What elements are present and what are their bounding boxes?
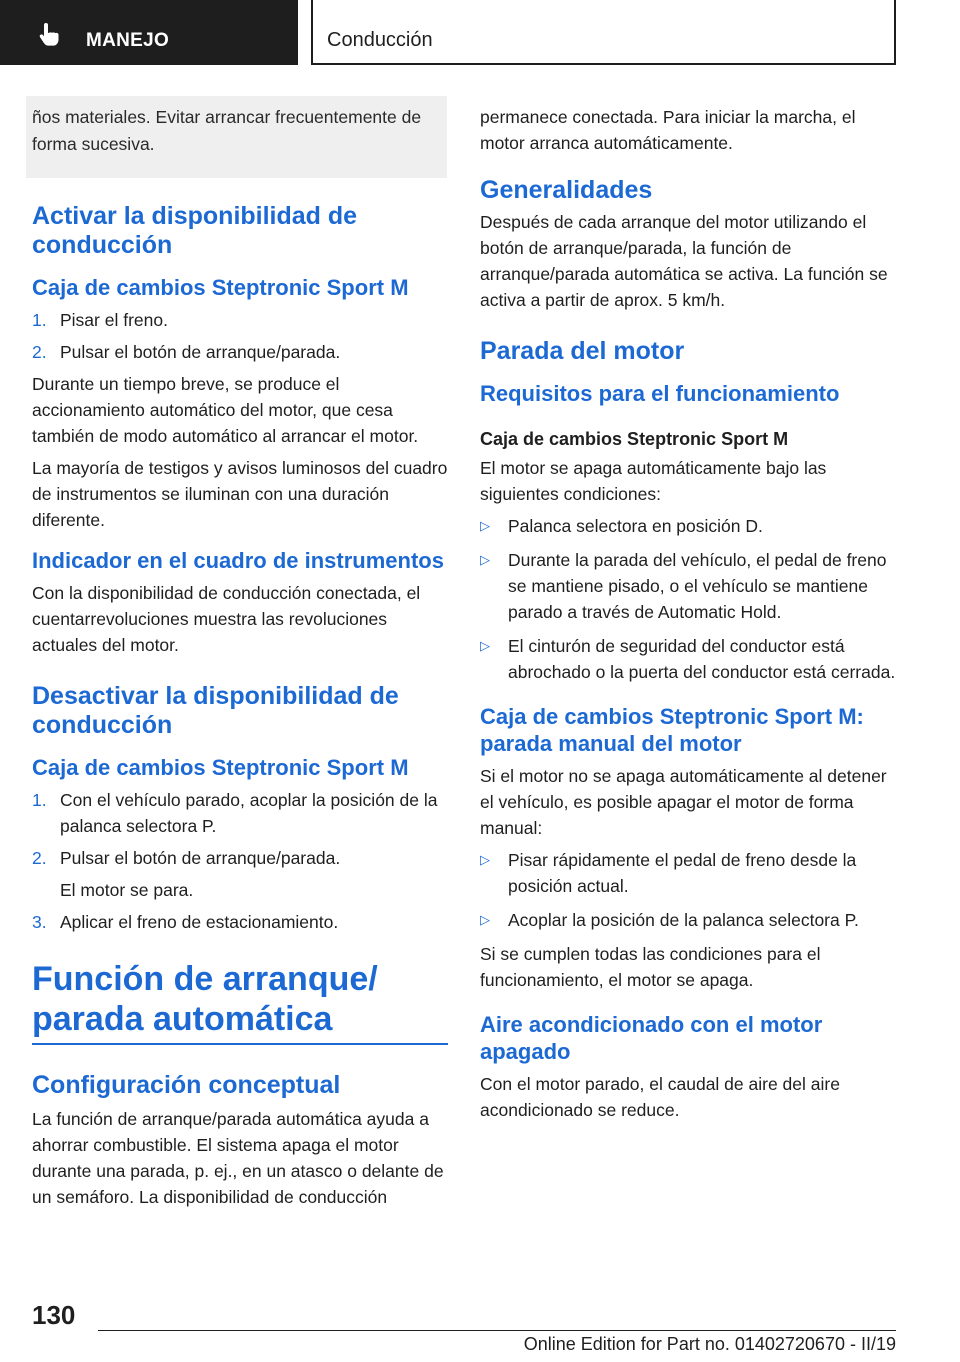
chapter-tab — [311, 0, 896, 65]
paragraph: La mayoría de testigos y avisos luminosos del cuadro de instrumentos se iluminan con una duración diferente. — [32, 458, 448, 530]
triangle-right-icon: ▷ — [480, 912, 490, 927]
list-item — [32, 339, 448, 365]
paragraph: El motor se apaga automáticamente bajo las siguientes condiciones: — [480, 458, 827, 504]
step-text: Pulsar el botón de arranque/parada. — [60, 342, 341, 362]
triangle-right-icon: ▷ — [480, 518, 490, 533]
manual-list — [480, 847, 896, 933]
conditions-list — [480, 513, 896, 685]
step-number: 1. — [32, 310, 47, 330]
list-item — [32, 787, 448, 839]
note-box: ños materiales. Evitar arrancar frecuentemente de forma sucesiva. — [26, 96, 447, 178]
step-number: 2. — [32, 848, 47, 868]
list-item — [32, 307, 448, 333]
paragraph: Durante un tiempo breve, se produce el accionamiento automático del motor, que cesa también de modo automático al arrancar el motor. — [32, 374, 419, 446]
steps-desactivar — [32, 787, 448, 935]
step-number: 2. — [32, 342, 47, 362]
triangle-right-icon: ▷ — [480, 852, 490, 867]
heading-config: Configuración conceptual — [32, 1071, 341, 1099]
right-column — [480, 96, 896, 1129]
paragraph: Con el motor parado, el caudal de aire del aire acondicionado se reduce. — [480, 1074, 840, 1120]
list-item — [480, 847, 896, 899]
list-item — [480, 547, 896, 625]
list-item — [480, 633, 896, 685]
paragraph: Después de cada arranque del motor utilizando el botón de arranque/parada, la función de arranque/parada automática se activa. La función se activa a partir de aprox. 5 km/h. — [480, 212, 888, 310]
heading-activar: Activar la disponibilidad de conducción — [32, 202, 358, 259]
triangle-right-icon: ▷ — [480, 552, 490, 567]
step-text: Con el vehículo parado, acoplar la posición de la palanca selectora P. — [60, 790, 438, 836]
list-item — [480, 907, 896, 933]
bullet-text: Acoplar la posición de la palanca selectora P. — [508, 910, 859, 930]
step-number: 3. — [32, 912, 47, 932]
section-tab — [0, 0, 298, 65]
paragraph: permanece conectada. Para iniciar la marcha, el motor arranca automáticamente. — [480, 107, 856, 153]
page-number: 130 — [32, 1300, 76, 1330]
hand-pointer-icon — [36, 22, 62, 48]
list-item — [32, 909, 448, 935]
heading-parada: Parada del motor — [480, 337, 685, 365]
bullet-text: Durante la parada del vehículo, el pedal de freno se mantiene pisado, o el vehículo se mantiene parado a través de Automatic Hold. — [508, 550, 887, 622]
left-column — [32, 96, 448, 1216]
step-text: Aplicar el freno de estacionamiento. — [60, 912, 339, 932]
heading-funcion: Función de arranque/ parada automática — [32, 959, 448, 1045]
heading-manual: Caja de cambios Steptronic Sport M: parada manual del motor — [480, 704, 864, 756]
step-text: Pisar el freno. — [60, 310, 168, 330]
step-subtext: El motor se para. — [60, 880, 194, 900]
list-item — [32, 845, 448, 871]
triangle-right-icon: ▷ — [480, 638, 490, 653]
heading-caja-1: Caja de cambios Steptronic Sport M — [32, 275, 409, 300]
bullet-text: Palanca selectora en posición D. — [508, 516, 763, 536]
section-title: MANEJO — [86, 30, 170, 51]
heading-requisitos: Requisitos para el funcionamiento — [480, 381, 840, 406]
paragraph: Si se cumplen todas las condiciones para el funcionamiento, el motor se apaga. — [480, 944, 821, 990]
step-number: 1. — [32, 790, 47, 810]
heading-caja-3: Caja de cambios Steptronic Sport M — [480, 429, 789, 449]
bullet-text: Pisar rápidamente el pedal de freno desde la posición actual. — [508, 850, 857, 896]
heading-desactivar: Desactivar la disponibilidad de conducción — [32, 682, 399, 739]
step-text: Pulsar el botón de arranque/parada. — [60, 848, 341, 868]
heading-caja-2: Caja de cambios Steptronic Sport M — [32, 755, 409, 780]
bullet-text: El cinturón de seguridad del conductor está abrochado o la puerta del conductor está cerrada. — [508, 636, 896, 682]
paragraph: La función de arranque/parada automática ayuda a ahorrar combustible. El sistema apaga el motor durante una parada, p. ej., en un atasco o delante de un semáforo. La disponibilidad de conducción — [32, 1109, 444, 1207]
edition-label: Online Edition for Part no. 01402720670 - II/19 — [523, 1334, 896, 1354]
footer-divider — [98, 1330, 896, 1331]
steps-activar — [32, 307, 448, 365]
heading-aire: Aire acondicionado con el motor apagado — [480, 1012, 823, 1064]
paragraph: Con la disponibilidad de conducción conectada, el cuentarrevoluciones muestra las revoluciones actuales del motor. — [32, 583, 421, 655]
heading-generalidades: Generalidades — [480, 176, 653, 204]
list-item — [480, 513, 896, 539]
paragraph: Si el motor no se apaga automáticamente al detener el vehículo, es posible apagar el motor de forma manual: — [480, 766, 887, 838]
chapter-title: Conducción — [327, 29, 433, 51]
heading-indicador: Indicador en el cuadro de instrumentos — [32, 548, 444, 573]
